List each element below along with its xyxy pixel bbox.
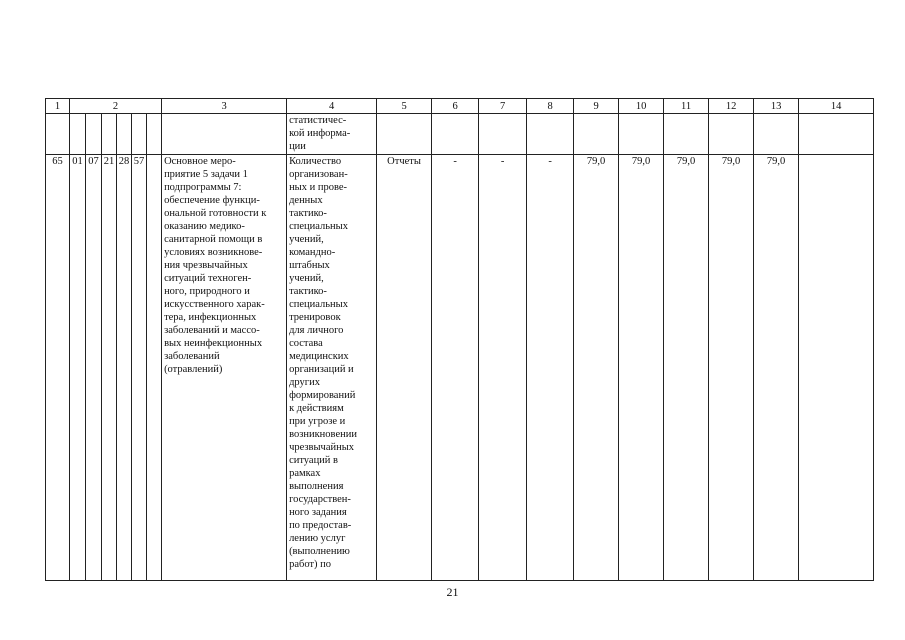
code-cell: 65 [46, 155, 70, 581]
header-cell: 9 [574, 99, 619, 114]
value-cell: 79,0 [709, 155, 754, 581]
indicator-continuation-text: статистичес- кой информа- ции [287, 114, 377, 155]
value-cell: - [479, 155, 527, 581]
program-table [45, 98, 874, 581]
indicator-description: Количество организован- ных и прове- денных тактико- специальных учений, командно- штабных учений, тактико- специальных тренировок для личного состава медицинских организаций и других формирований к действиям при угрозе и возникновении чрезвычайных ситуаций в рамках выполнения государствен- ного задания по предостав- лению услуг (выполнению работ) по [287, 155, 377, 581]
header-cell: 6 [432, 99, 479, 114]
code-cell: 28 [117, 155, 132, 581]
value-cell: - [527, 155, 574, 581]
code-cell: 07 [86, 155, 102, 581]
code-cell: 57 [132, 155, 147, 581]
header-cell: 1 [46, 99, 70, 114]
header-cell: 7 [479, 99, 527, 114]
header-cell: 4 [287, 99, 377, 114]
value-cell [799, 155, 874, 581]
header-cell: 10 [619, 99, 664, 114]
activity-description: Основное меро- приятие 5 задачи 1 подпрограммы 7: обеспечение функци- ональной готовности к оказанию медико- санитарной помощи в условиях возникнове- ния чрезвычайных ситуаций техноген- ного, природного и искусственного харак- тера, инфекционных заболеваний и массо- вых неинфекционных заболеваний (отравлений) [162, 155, 287, 581]
header-cell: 3 [162, 99, 287, 114]
header-cell: 13 [754, 99, 799, 114]
value-cell: 79,0 [754, 155, 799, 581]
header-cell: 14 [799, 99, 874, 114]
header-cell: 5 [377, 99, 432, 114]
header-cell: 12 [709, 99, 754, 114]
code-cell: 01 [70, 155, 86, 581]
page-number: 21 [446, 585, 459, 599]
code-cell: 21 [102, 155, 117, 581]
source-cell: Отчеты [377, 155, 432, 581]
header-cell: 2 [70, 99, 162, 114]
table-row-continuation [46, 114, 874, 155]
value-cell: - [432, 155, 479, 581]
table-header-row [46, 99, 874, 114]
header-cell: 11 [664, 99, 709, 114]
value-cell: 79,0 [574, 155, 619, 581]
table-row [46, 155, 874, 581]
value-cell: 79,0 [619, 155, 664, 581]
value-cell: 79,0 [664, 155, 709, 581]
header-cell: 8 [527, 99, 574, 114]
